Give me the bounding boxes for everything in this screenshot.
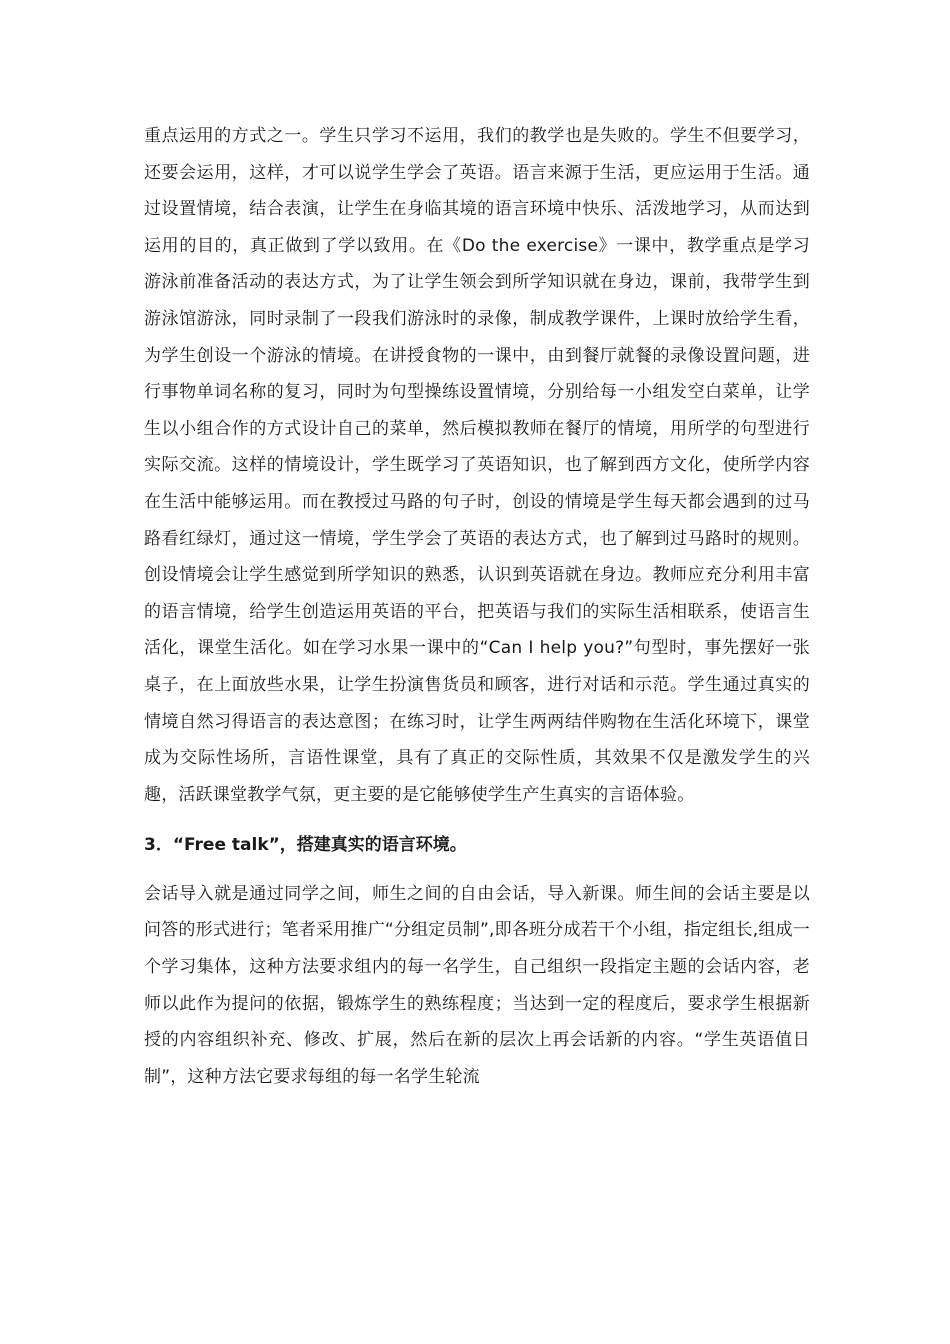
section-heading: 3．“Free talk”，搭建真实的语言环境。: [144, 835, 467, 856]
body-paragraph: 会话导入就是通过同学之间，师生之间的自由会话，导入新课。师生间的会话主要是以问答的形式进行；笔者采用推广“分组定员制”,即各班分成若干个小组，指定组长,组成一个学习集体，这种方法要求组内的每一名学生，自己组织一段指定主题的会话内容，老师以此作为提问的依据，锻炼学生的熟练程度；当达到一定的程度后，要求学生根据新授的内容组织补充、修改、扩展，然后在新的层次上再会话新的内容。“学生英语值日制”，这种方法它要求每组的每一名学生轮流: [144, 883, 810, 1087]
body-paragraph: 重点运用的方式之一。学生只学习不运用，我们的教学也是失败的。学生不但要学习，还要会运用，这样，才可以说学生学会了英语。语言来源于生活，更应运用于生活。通过设置情境，结合表演，让学生在身临其境的语言环境中快乐、活泼地学习，从而达到运用的目的，真正做到了学以致用。在《Do the exercise》一课中，教学重点是学习游泳前准备活动的表达方式，为了让学生领会到所学知识就在身边，课前，我带学生到游泳馆游泳，同时录制了一段我们游泳时的录像，制成教学课件，上课时放给学生看，为学生创设一个游泳的情境。在讲授食物的一课中，由到餐厅就餐的录像设置问题，进行事物单词名称的复习，同时为句型操练设置情境，分别给每一小组发空白菜单，让学生以小组合作的方式设计自己的菜单，然后模拟教师在餐厅的情境，用所学的句型进行实际交流。这样的情境设计，学生既学习了英语知识，也了解到西方文化，使所学内容在生活中能够运用。而在教授过马路的句子时，创设的情境是学生每天都会遇到的过马路看红绿灯，通过这一情境，学生学会了英语的表达方式，也了解到过马路时的规则。创设情境会让学生感觉到所学知识的熟悉，认识到英语就在身边。教师应充分利用丰富的语言情境，给学生创造运用英语的平台，把英语与我们的实际生活相联系，使语言生活化，课堂生活化。如在学习水果一课中的“Can I help you?”句型时，事先摆好一张桌子，在上面放些水果，让学生扮演售货员和顾客，进行对话和示范。学生通过真实的情境自然习得语言的表达意图；在练习时，让学生两两结伴购物在生活化环境下，课堂成为交际性场所，言语性课堂，具有了真正的交际性质，其效果不仅是激发学生的兴趣，活跃课堂教学气氛，更主要的是它能够使学生产生真实的言语体验。: [144, 126, 810, 805]
